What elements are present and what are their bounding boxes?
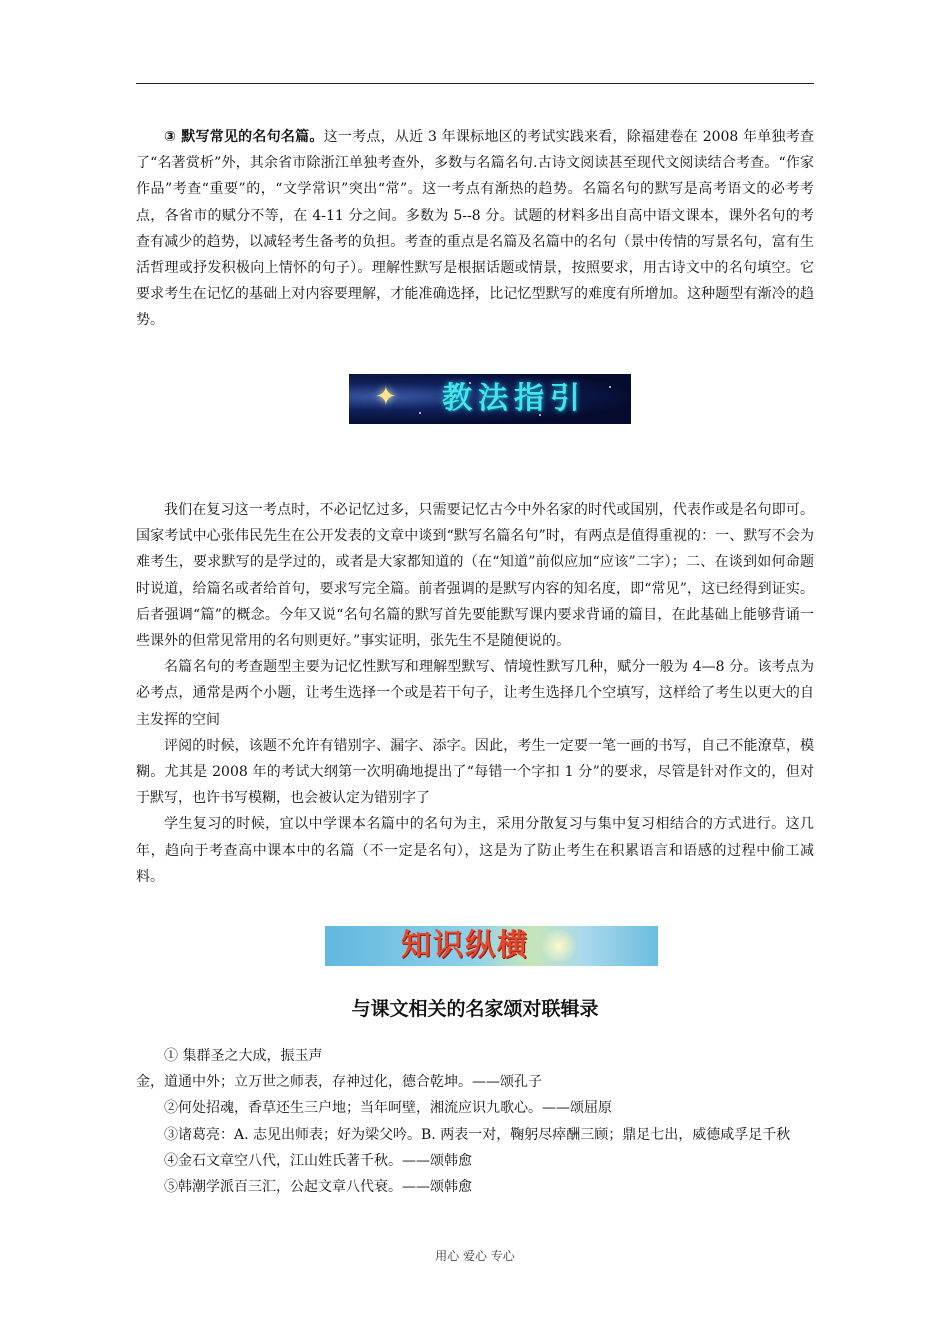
couplet-list <box>136 1043 814 1200</box>
banner-teaching-guide <box>349 374 631 424</box>
section-3-heading: ③ 默写常见的名句名篇。 <box>164 129 324 145</box>
list-item: ① 集群圣之大成，振玉声 <box>164 1048 323 1064</box>
list-item: 金，道通中外；立万世之师表，存神过化，德合乾坤。——颂孔子 <box>136 1074 542 1091</box>
sparkle-icon: ✦ <box>375 382 397 412</box>
section-3-text <box>136 124 814 334</box>
list-item: ⑤韩潮学派百三汇，公起文章八代衰。——颂韩愈 <box>164 1179 472 1196</box>
banner-teaching-guide-text: 教法指引 <box>442 381 586 416</box>
list-item: ②何处招魂，香草还生三户地；当年呵壁，湘流应识九歌心。——颂屈原 <box>164 1100 612 1117</box>
banner-knowledge-text: 知识纵横 <box>401 928 529 963</box>
section-3-paragraph <box>136 124 814 334</box>
teaching-guide-text <box>136 497 814 890</box>
guide-paragraph: 学生复习的时候，宜以中学课本名篇中的名句为主，采用分散复习与集中复习相结合的方式进行。这几年，趋向于考查高中课本中的名篇（不一定是名句），这是为了防止考生在积累语言和语感的过程中偷工减料。 <box>136 816 814 885</box>
banner-knowledge <box>325 926 658 966</box>
couplet-list-title: 与课文相关的名家颂对联辑录 <box>351 998 599 1020</box>
guide-paragraph: 评阅的时候，该题不允许有错别字、漏字、添字。因此，考生一定要一笔一画的书写，自己不能潦草，模糊。尤其是 2008 年的考试大纲第一次明确地提出了“每错一个字扣 1 分”的要求，尽管是针对作文的，但对于默写，也许书写模糊，也会被认定为错别字了 <box>136 737 814 807</box>
guide-paragraph: 名篇名句的考查题型主要为记忆性默写和理解型默写、情境性默写几种，赋分一般为 4—8 分。该考点为必考点，通常是两个小题，让考生选择一个或是若干句子，让考生选择几个空填写，这样给了考生以更大的自主发挥的空间 <box>136 659 814 728</box>
list-item: ④金石文章空八代，江山姓氏著千秋。——颂韩愈 <box>164 1152 472 1169</box>
page-footer: 用心 爱心 专心 <box>435 1249 515 1263</box>
guide-paragraph: 我们在复习这一考点时，不必记忆过多，只需要记忆古今中外名家的时代或国别，代表作或是名句即可。国家考试中心张伟民先生在公开发表的文章中谈到“默写名篇名句”时，有两点是值得重视的：一、默写不会为难考生，要求默写的是学过的，或者是大家都知道的（在“知道”前似应加“应该”二字）；二、在谈到如何命题时说道，给篇名或者给首句，要求写完全篇。前者强调的是默写内容的知名度，即“常见”，这已经得到证实。后者强调“篇”的概念。今年又说“名句名篇的默写首先要能默写课内要求背诵的篇目，在此基础上能够背诵一些课外的但常见常用的名句则更好。”事实证明，张先生不是随便说的。 <box>136 502 814 650</box>
list-item: ③诸葛亮：A. 志见出师表；好为梁父吟。B. 两表一对，鞠躬尽瘁酬三顾；鼎足七出，威德咸孚足千秋 <box>164 1126 791 1143</box>
header-rule <box>136 83 814 84</box>
section-3-body: 这一考点，从近 3 年课标地区的考试实践来看，除福建卷在 2008 年单独考查了“名著赏析”外，其余省市除浙江单独考查外，多数与名篇名句.古诗文阅读甚至现代文阅读结合考查。“作家作品”考查“重要”的，“文学常识”突出“常”。这一考点有渐热的趋势。名篇名句的默写是高考语文的必考考点，各省市的赋分不等，在 4-11 分之间。多数为 5--8 分。试题的材料多出自高中语文课本，课外名句的考查有减少的趋势，以减轻考生备考的负担。考查的重点是名篇及名篇中的名句（景中传情的写景名句，富有生活哲理或抒发积极向上情怀的句子）。理解性默写是根据话题或情景，按照要求，用古诗文中的名句填空。它要求考生在记忆的基础上对内容要理解，才能准确选择，比记忆型默写的难度有所增加。这种题型有渐冷的趋势。 <box>136 129 814 329</box>
